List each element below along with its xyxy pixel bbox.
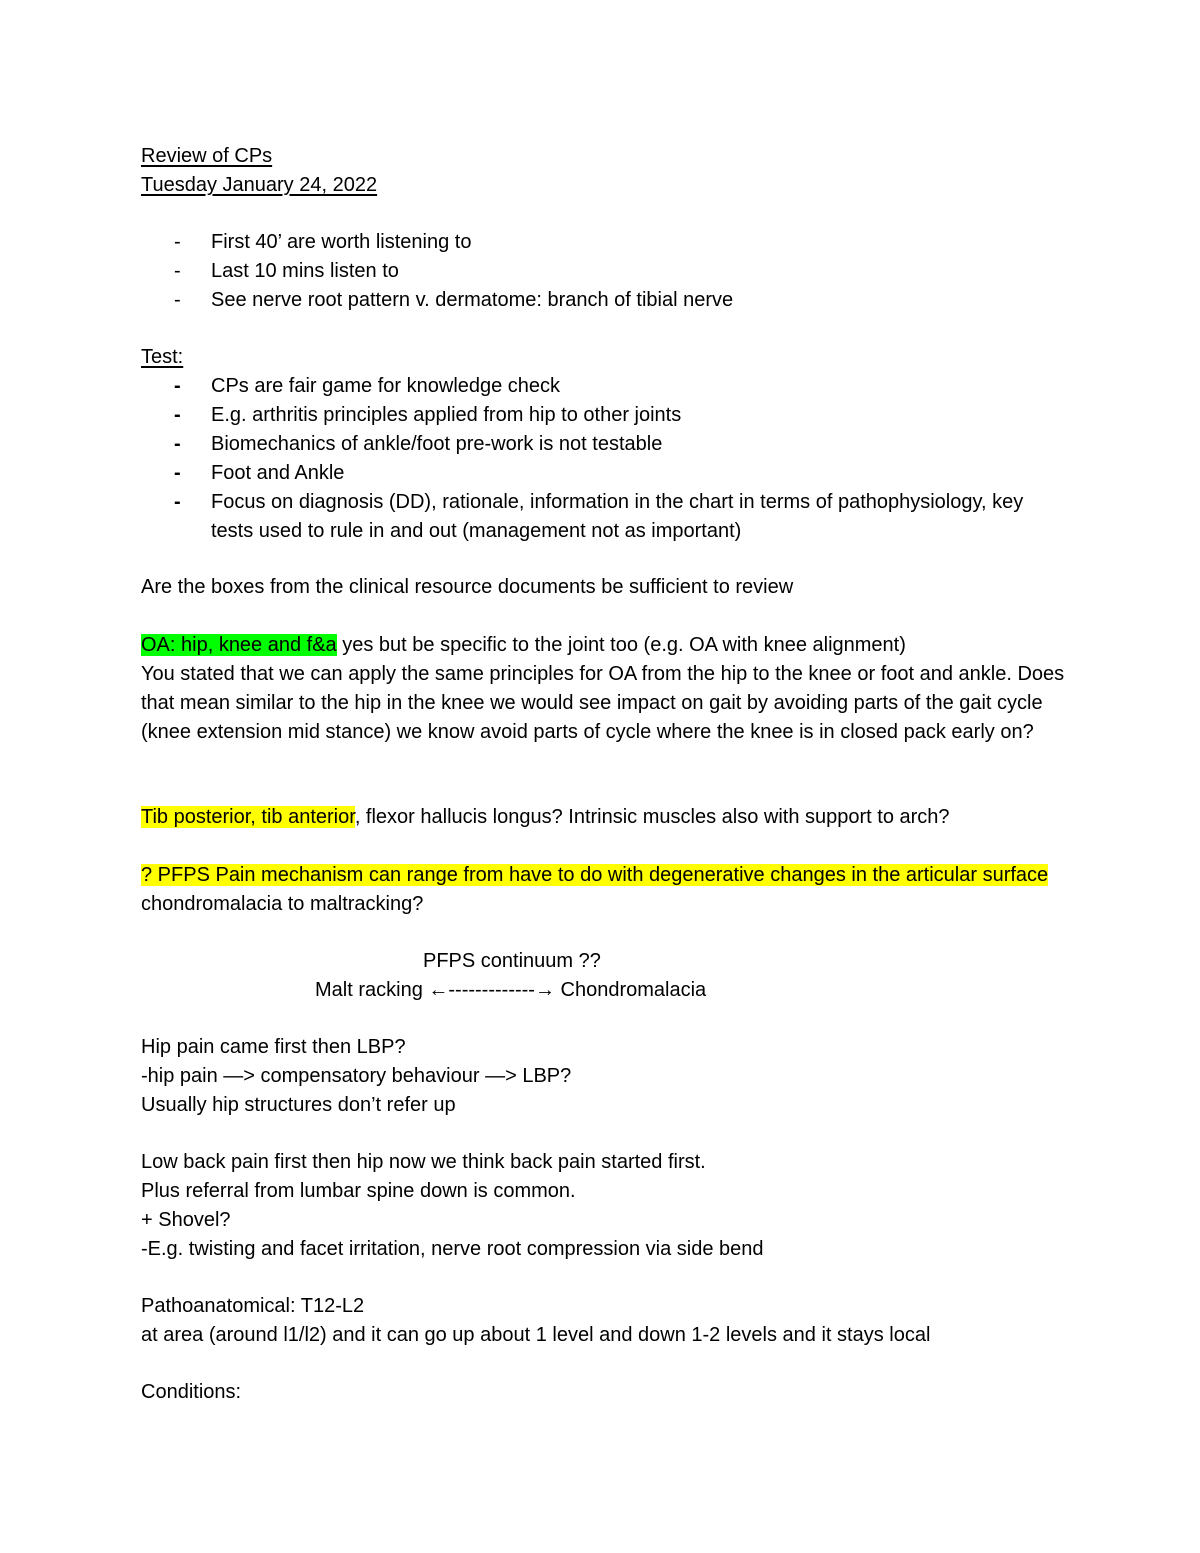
- tib-line: [141, 803, 950, 832]
- list-item-text: Foot and Ankle: [211, 462, 345, 484]
- list-dash: -: [174, 260, 181, 282]
- list-item-text: CPs are fair game for knowledge check: [211, 375, 561, 397]
- list-item-text: See nerve root pattern v. dermatome: branch of tibial nerve: [211, 289, 734, 311]
- list-item-text: Focus on diagnosis (DD), rationale, information in the chart in terms of pathophysiology, key tests used to rule in and out (management not as important): [211, 491, 1024, 542]
- list-dash: -: [174, 433, 181, 455]
- lbp-hip-line: Low back pain first then hip now we think back pain started first.: [141, 1151, 706, 1173]
- list-dash: -: [174, 289, 181, 311]
- lbp-hip-line: Plus referral from lumbar spine down is common.: [141, 1180, 576, 1202]
- hip-lbp-line: Hip pain came first then LBP?: [141, 1036, 406, 1058]
- pathoanatomical-line: at area (around l1/l2) and it can go up about 1 level and down 1-2 levels and it stays local: [141, 1324, 931, 1346]
- lbp-hip-line: + Shovel?: [141, 1209, 231, 1231]
- pfps-rest: chondromalacia to maltracking?: [141, 893, 424, 915]
- list-item-text: First 40’ are worth listening to: [211, 231, 472, 253]
- list-dash: -: [174, 462, 181, 484]
- pfps-continuum-title: PFPS continuum ??: [423, 950, 601, 972]
- lbp-hip-line: -E.g. twisting and facet irritation, nerve root compression via side bend: [141, 1238, 764, 1260]
- pfps-highlight: ? PFPS Pain mechanism can range from have to do with degenerative changes in the articular surface: [141, 864, 1049, 886]
- list-item-text: E.g. arthritis principles applied from hip to other joints: [211, 404, 682, 426]
- list-item-text: Biomechanics of ankle/foot pre-work is not testable: [211, 433, 663, 455]
- oa-paragraph: You stated that we can apply the same principles for OA from the hip to the knee or foot and ankle. Does that mean similar to the hip in the knee we would see impact on gait by avoiding parts of the gait cycle (knee extension mid stance) we know avoid parts of cycle where the knee is in closed pack early on?: [141, 663, 1065, 743]
- hip-lbp-line: -hip pain —> compensatory behaviour —> LBP?: [141, 1065, 572, 1087]
- boxes-question: Are the boxes from the clinical resource documents be sufficient to review: [141, 576, 794, 598]
- continuum-right: Chondromalacia: [554, 979, 707, 1001]
- hip-lbp-line: Usually hip structures don’t refer up: [141, 1094, 456, 1116]
- oa-rest: yes but be specific to the joint too (e.g. OA with knee alignment): [336, 634, 906, 656]
- document-date: Tuesday January 24, 2022: [141, 174, 378, 196]
- list-dash: -: [174, 491, 181, 513]
- tib-highlight: Tib posterior, tib anterior: [141, 806, 355, 828]
- list-item-text: Last 10 mins listen to: [211, 260, 399, 282]
- pathoanatomical-line: Pathoanatomical: T12-L2: [141, 1295, 365, 1317]
- pfps-continuum: [315, 976, 706, 1005]
- oa-line: [141, 631, 906, 660]
- tib-rest: , flexor hallucis longus? Intrinsic muscles also with support to arch?: [354, 806, 950, 828]
- list-dash: -: [174, 231, 181, 253]
- continuum-left: Malt racking: [315, 979, 429, 1001]
- list-dash: -: [174, 404, 181, 426]
- pfps-paragraph: [141, 861, 1071, 919]
- test-heading: Test:: [141, 346, 184, 368]
- continuum-arrow: ←-------------→: [428, 979, 555, 1001]
- oa-highlight: OA: hip, knee and f&a: [141, 634, 337, 656]
- document-title: Review of CPs: [141, 145, 273, 167]
- list-dash: -: [174, 375, 181, 397]
- conditions-heading: Conditions:: [141, 1381, 242, 1403]
